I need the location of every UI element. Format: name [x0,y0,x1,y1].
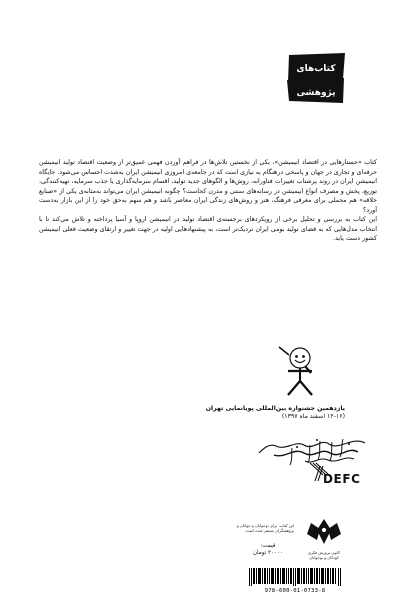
back-cover-description [39,158,377,244]
series-logo [285,51,347,105]
festival-title: یازدهمین جشنواره بین‌المللی پویانمایی تهران [205,405,345,412]
isbn-number: 978-600-01-0733-8 [264,588,326,594]
series-logo-line2: پژوهشی [296,88,336,98]
barcode-icon [249,568,341,586]
festival-info [205,405,345,421]
publisher-logo-icon [302,517,346,549]
series-logo-line1: کتاب‌های [296,64,336,74]
festival-mascot-icon [277,345,323,397]
price-label: قیمت: [260,543,276,549]
defc-label: DEFC [323,472,361,486]
price-value: ۳۰۰۰۰ تومان [252,550,284,556]
isbn-barcode [246,566,344,600]
publisher-note: این کتاب، برای نوجوانان و جوانان و پژوهشگران منتشر شده است. [236,523,294,534]
festival-dates: (۱۲-۱۶ اسفند ماه ۱۳۹۷) [281,413,345,420]
description-paragraph-1: کتاب «جستارهایی در اقتصاد انیمیشن»، یکی از نخستین تلاش‌ها در فراهم آوردن فهمی عمیق‌تر از وضعیت اقتصاد تولید انیمیشن حرفه‌ای و تجاری در جهان و پاسخی درهنگام به نیازی است که در جامعه‌ی امروزی انیمیشن ایران به‌شدت احساس می‌شود. جایگاه انیمیشن ایران در روند پرشتاب تغییرات فناورانه، روش‌ها و الگوهای جدید تولید، اقسام سرمایه‌گذاری یا جذب سرمایه، تهیه‌کنندگی، توزیع، پخش و مصرف انواع انیمیشن در رسانه‌های سنتی و مدرن کجاست؟ چگونه انیمیشن ایران می‌تواند به‌مثابه‌ی یکی از «صنایع خلاقه» هم محملی برای معرفی فرهنگ، هنر و روش‌های زندگی ایران معاصر باشد و هم سهم به‌حق خود را از این بازار به‌دست آورد؟ [39,159,377,214]
publisher-name: کانون پرورش فکری کودکان و نوجوانان [307,550,341,560]
series-logo-icon [285,51,347,105]
price-box [243,543,293,557]
description-paragraph-2: این کتاب به بررسی و تحلیل برخی از رویکردهای برجسته‌ی اقتصاد تولید در انیمیشن اروپا و آسیا پرداخته و تلاش می‌کند تا با انتخاب مدل‌هایی که به فضای تولید بومی ایران نزدیک‌تر است، به پیشنهادهایی اولیه در جهت تغییر و ارتقای وضعیت فعلی انیمیشن کشور دست یابد. [39,216,377,243]
